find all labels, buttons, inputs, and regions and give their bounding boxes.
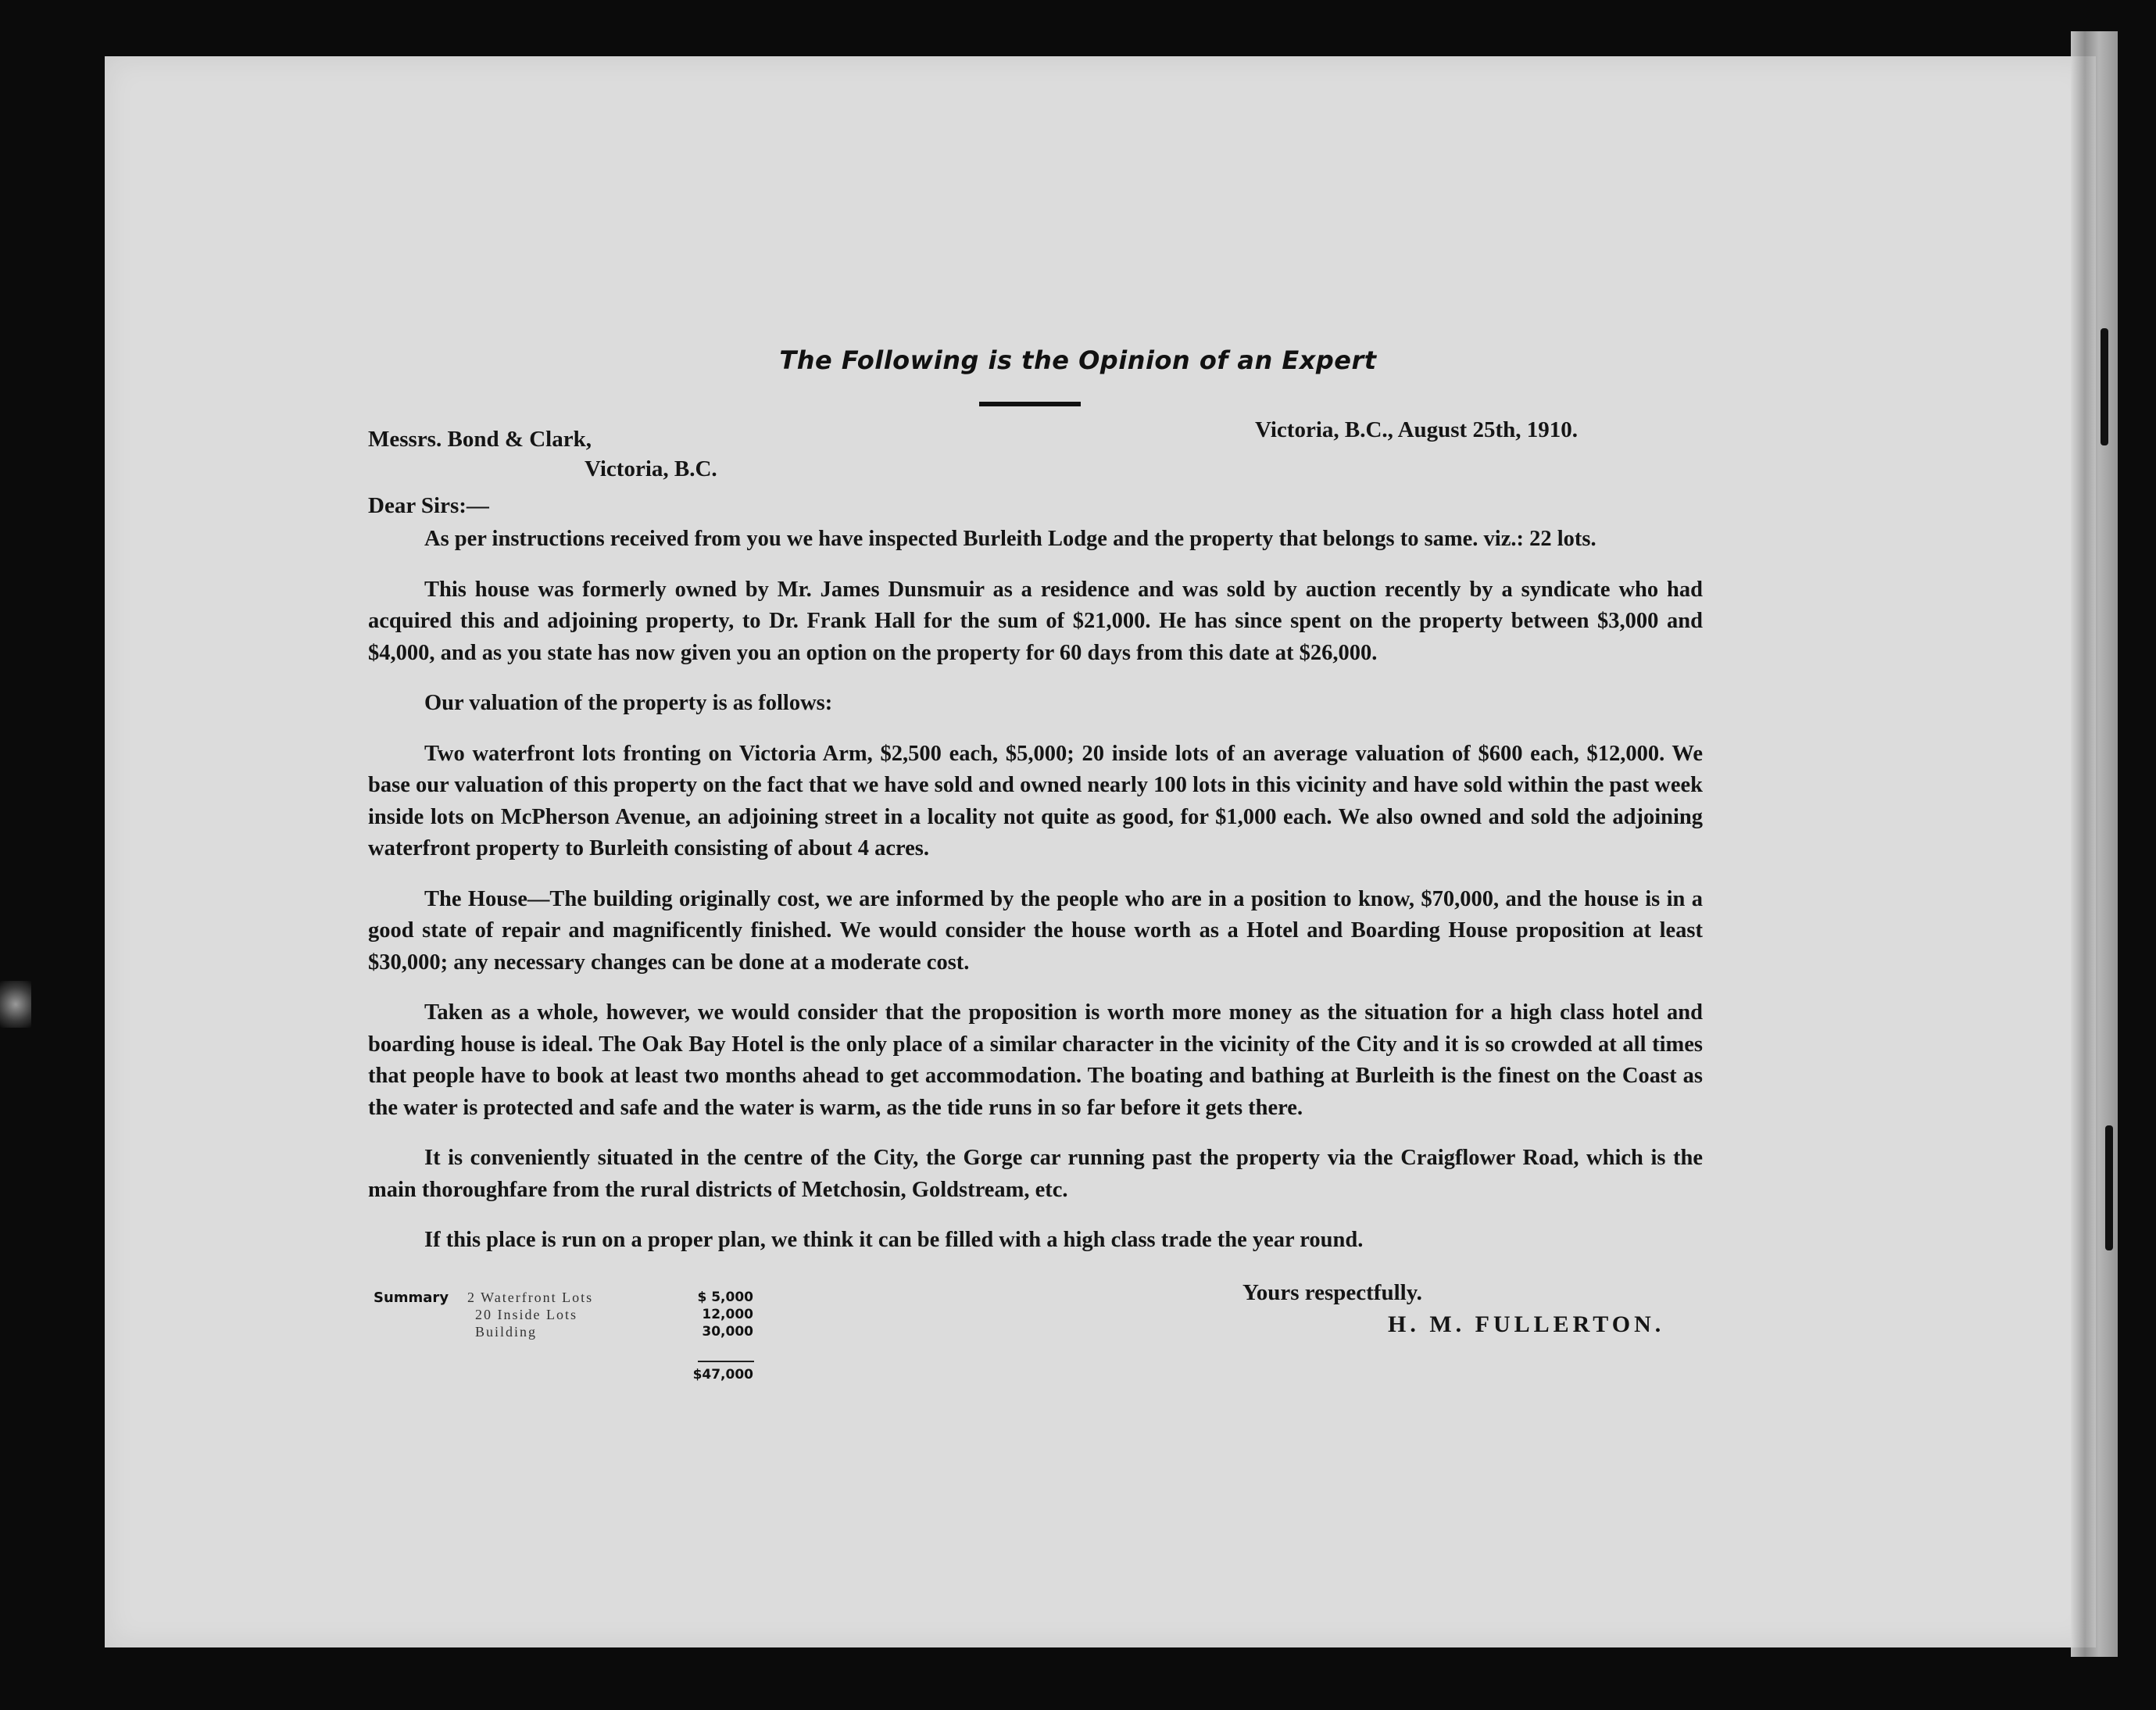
body-paragraph: Two waterfront lots fronting on Victoria Arm, $2,500 each, $5,000; 20 inside lots of an average valuation of $600 each, $12,000. We base our valuation of this property on the fact that we have sold and owned nearly 100 lots in this vicinity and have sold within the past week inside lots on McPherson Avenue, an adjoining street in a locality not quite as good, for $1,000 each. We also owned and sold the adjoining waterfront property to Burleith consisting of about 4 acres. — [368, 741, 1703, 860]
summary-row-amount: $ 5,000 — [697, 1290, 753, 1305]
heading-rule — [979, 402, 1081, 406]
addressee-line-1: Messrs. Bond & Clark, — [368, 427, 592, 452]
body-paragraph: If this place is run on a proper plan, we think it can be filled with a high class trade the year round. — [424, 1228, 1364, 1252]
summary-label: Summary — [374, 1290, 449, 1306]
summary-row-amount: 12,000 — [702, 1307, 753, 1322]
closing-line: Yours respectfully. — [1242, 1280, 1422, 1305]
summary-row-amount: 30,000 — [702, 1324, 753, 1340]
summary-total: $47,000 — [692, 1367, 753, 1383]
summary-row — [467, 1290, 753, 1307]
addressee-line-2: Victoria, B.C. — [585, 456, 717, 481]
summary-row-label: 2 Waterfront Lots — [467, 1290, 594, 1305]
salutation: Dear Sirs:— — [368, 493, 489, 518]
binding-clip-mark — [2105, 1125, 2113, 1250]
body-paragraph: Taken as a whole, however, we would consider that the proposition is worth more money as the situation for a high class hotel and boarding house is ideal. The Oak Bay Hotel is the only place of a similar character in the vicinity of the City and it is so crowded at all times that people have to book at least two months ahead to get accommodation. The boating and bathing at Burleith is the finest on the Coast as the water is protected and safe and the water is warm, as the tide runs in so far before it gets there. — [368, 1000, 1703, 1120]
letter-body — [368, 524, 1703, 1257]
page-binding-edge — [2071, 31, 2118, 1657]
summary-row-label: Building — [475, 1324, 538, 1340]
body-paragraph: The House—The building originally cost, we are informed by the people who are in a position to know, $70,000, and the house is in a good state of repair and magnificently finished. We would consider the house worth as a Hotel and Boarding House proposition at least $30,000; any necessary changes can be done at a moderate cost. — [368, 886, 1703, 975]
summary-row-label: 20 Inside Lots — [475, 1307, 577, 1322]
signature: H. M. FULLERTON. — [1388, 1311, 1665, 1337]
scan-smudge — [0, 981, 31, 1028]
summary-row — [467, 1324, 753, 1341]
page-heading: The Following is the Opinion of an Expert — [779, 345, 1377, 375]
letter-date: Victoria, B.C., August 25th, 1910. — [1255, 417, 1578, 442]
body-paragraph: Our valuation of the property is as follows: — [424, 691, 833, 715]
body-paragraph: As per instructions received from you we have inspected Burleith Lodge and the property that belongs to same. viz.: 22 lots. — [424, 527, 1596, 551]
body-paragraph: It is conveniently situated in the centre of the City, the Gorge car running past the property via the Craigflower Road, which is the main thoroughfare from the rural districts of Metchosin, Goldstream, etc. — [368, 1146, 1703, 1202]
body-paragraph: This house was formerly owned by Mr. James Dunsmuir as a residence and was sold by auction recently by a syndicate who had acquired this and adjoining property, to Dr. Frank Hall for the sum of $21,000. He has since spent on the property between $3,000 and $4,000, and as you state has now given you an option on the property for 60 days from this date at $26,000. — [368, 577, 1703, 665]
summary-total-rule — [698, 1361, 754, 1362]
summary-row — [467, 1307, 753, 1324]
